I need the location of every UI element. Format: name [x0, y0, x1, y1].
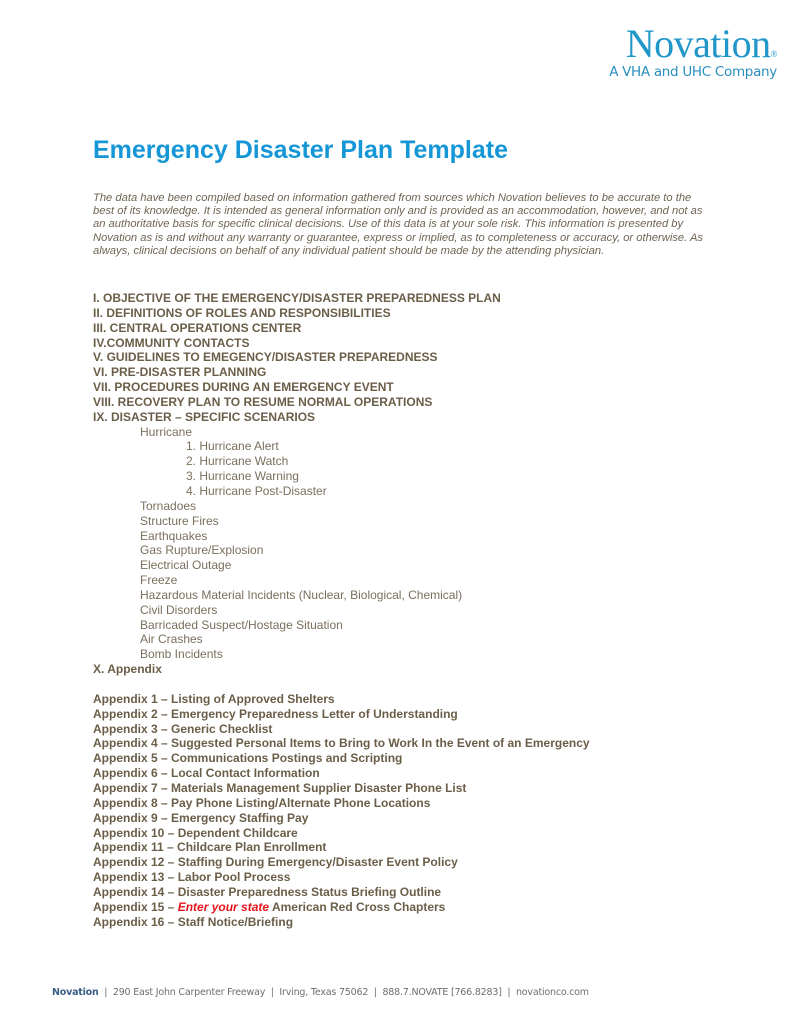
- scenario-item: Barricaded Suspect/Hostage Situation: [140, 617, 343, 632]
- appendix-item: Appendix 14 – Disaster Preparedness Status Briefing Outline: [93, 884, 442, 899]
- footer-contact: | 290 East John Carpenter Freeway | Irving, Texas 75062 | 888.7.NOVATE [766.8283] | novationco.com: [98, 987, 589, 998]
- appendix-item: Appendix 10 – Dependent Childcare: [93, 825, 298, 840]
- scenario-item: Tornadoes: [140, 498, 197, 513]
- section-heading: VII. PROCEDURES DURING AN EMERGENCY EVENT: [93, 380, 394, 395]
- appendix-item: Appendix 12 – Staffing During Emergency/Disaster Event Policy: [93, 855, 458, 870]
- appendix-item: Appendix 1 – Listing of Approved Shelters: [93, 691, 335, 706]
- scenario-item: Freeze: [140, 573, 178, 588]
- appendix-item: Appendix 16 – Staff Notice/Briefing: [93, 914, 294, 929]
- logo-tagline: A VHA and UHC Company: [609, 64, 777, 80]
- appendix-item: [93, 900, 590, 915]
- section-heading: V. GUIDELINES TO EMEGENCY/DISASTER PREPAREDNESS: [93, 350, 438, 365]
- section-heading: IV.COMMUNITY CONTACTS: [93, 335, 250, 350]
- scenario-item: Gas Rupture/Explosion: [140, 543, 264, 558]
- appendix-15-suffix: American Red Cross Chapters: [269, 899, 446, 914]
- appendix-item: Appendix 3 – Generic Checklist: [93, 721, 273, 736]
- scenario-item: Earthquakes: [140, 528, 208, 543]
- scenario-item: Hurricane: [140, 424, 193, 439]
- state-placeholder[interactable]: Enter your state: [177, 899, 270, 914]
- table-of-contents: [93, 291, 590, 929]
- scenario-item: Bomb Incidents: [140, 647, 223, 662]
- scenario-item: Air Crashes: [140, 632, 203, 647]
- scenario-item: Structure Fires: [140, 513, 219, 528]
- section-heading: VIII. RECOVERY PLAN TO RESUME NORMAL OPERATIONS: [93, 394, 433, 409]
- section-heading: I. OBJECTIVE OF THE EMERGENCY/DISASTER PREPAREDNESS PLAN: [93, 291, 501, 305]
- appendix-heading: X. Appendix: [93, 662, 162, 677]
- section-heading: IX. DISASTER – SPECIFIC SCENARIOS: [93, 409, 316, 424]
- spacer: [93, 677, 590, 692]
- page-footer: [52, 987, 589, 998]
- hurricane-step: 1. Hurricane Alert: [186, 439, 279, 454]
- scenario-item: Hazardous Material Incidents (Nuclear, Biological, Chemical): [140, 587, 463, 602]
- logo-wordmark: Novation®: [625, 21, 777, 66]
- appendix-item: Appendix 11 – Childcare Plan Enrollment: [93, 840, 327, 855]
- appendix-item: Appendix 7 – Materials Management Supplier Disaster Phone List: [93, 781, 467, 795]
- hurricane-step: 3. Hurricane Warning: [186, 469, 299, 484]
- appendix-item: Appendix 13 – Labor Pool Process: [93, 870, 291, 885]
- section-heading: III. CENTRAL OPERATIONS CENTER: [93, 320, 302, 335]
- appendix-15-prefix: Appendix 15 –: [93, 899, 178, 914]
- appendix-item: Appendix 8 – Pay Phone Listing/Alternate Phone Locations: [93, 795, 431, 810]
- disclaimer: The data have been compiled based on information gathered from sources which Novation believes to be accurate to the best of its knowledge. It is intended as general information only and is provided as an accommodation, however, and not as an authoritative basis for specific clinical decisions. Use of this data is at your sole risk. This information is presented by Novation as is and without any warranty or guarantee, express or implied, as to completeness or accuracy, or otherwise. As always, clinical decisions on behalf of any individual patient should be made by the attending physician.: [93, 192, 704, 257]
- hurricane-step: 2. Hurricane Watch: [186, 454, 289, 469]
- page-title: Emergency Disaster Plan Template: [93, 136, 508, 164]
- appendix-item: Appendix 4 – Suggested Personal Items to Bring to Work In the Event of an Emergency: [93, 736, 590, 751]
- appendix-item: Appendix 2 – Emergency Preparedness Letter of Understanding: [93, 706, 458, 721]
- novation-logo: [609, 21, 777, 80]
- appendix-item: Appendix 6 – Local Contact Information: [93, 766, 320, 781]
- scenario-item: Civil Disorders: [140, 602, 218, 617]
- footer-brand: Novation: [52, 987, 99, 998]
- hurricane-step: 4. Hurricane Post-Disaster: [186, 483, 327, 498]
- section-heading: VI. PRE-DISASTER PLANNING: [93, 365, 267, 380]
- appendix-item: Appendix 9 – Emergency Staffing Pay: [93, 810, 309, 825]
- appendix-item: Appendix 5 – Communications Postings and Scripting: [93, 751, 403, 766]
- scenario-item: Electrical Outage: [140, 558, 232, 573]
- section-heading: II. DEFINITIONS OF ROLES AND RESPONSIBILITIES: [93, 305, 391, 320]
